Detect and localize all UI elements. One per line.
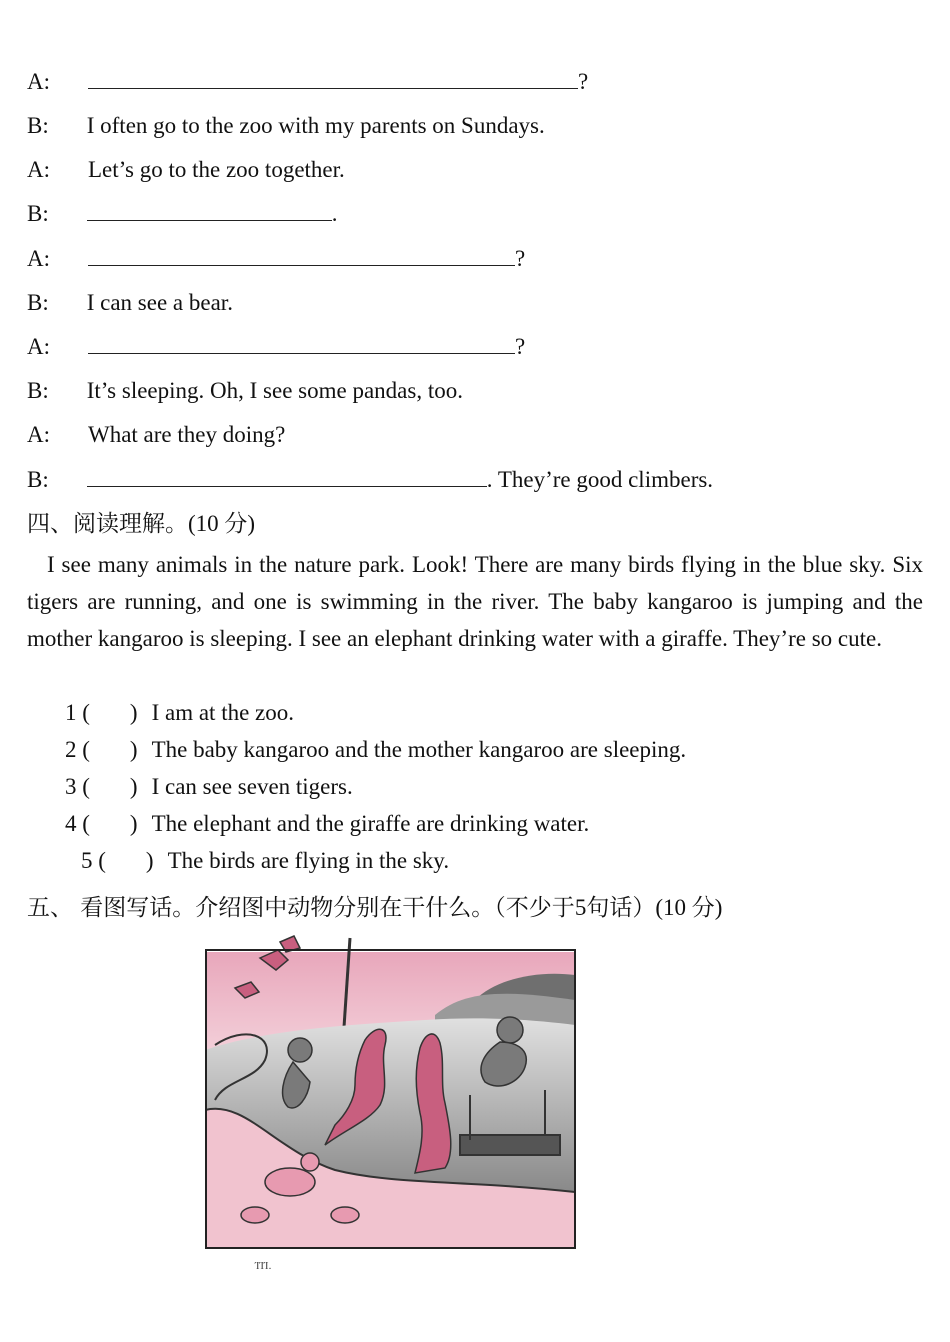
- question-2: 2 ( ) The baby kangaroo and the mother kangaroo are sleeping.: [65, 737, 687, 762]
- dialogue-line-6: B: I can see a bear.: [27, 290, 233, 315]
- answer-blank[interactable]: [87, 466, 487, 487]
- dialogue-line-7: A: ?: [27, 334, 526, 359]
- animals-picture: [205, 930, 577, 1250]
- dialogue-line-10: B: . They’re good climbers.: [27, 467, 714, 492]
- question-3: 3 ( ) I can see seven tigers.: [65, 774, 353, 799]
- dialogue-line-4: B: .: [27, 201, 338, 226]
- dialogue-line-3: A: Let’s go to the zoo together.: [27, 157, 345, 182]
- question-1: 1 ( ) I am at the zoo.: [65, 700, 295, 725]
- dialogue-line-2: B: I often go to the zoo with my parents on Sundays.: [27, 113, 545, 138]
- dialogue-line-1: A: ?: [27, 69, 589, 94]
- answer-blank[interactable]: [87, 200, 332, 221]
- answer-blank[interactable]: [88, 68, 578, 89]
- question-5: 5 ( ) The birds are flying in the sky.: [81, 848, 450, 873]
- dialogue-line-5: A: ?: [27, 246, 526, 271]
- answer-blank[interactable]: [88, 245, 515, 266]
- dialogue-line-9: A: What are they doing?: [27, 422, 286, 447]
- question-4: 4 ( ) The elephant and the giraffe are drinking water.: [65, 811, 590, 836]
- dialogue-line-8: B: It’s sleeping. Oh, I see some pandas, too.: [27, 378, 463, 403]
- reading-passage: I see many animals in the nature park. Look! There are many birds flying in the blue sky. Six tigers are running, and one is swimming in the river. The baby kangaroo is jumping and the mother kangaroo is sleeping. I see an elephant drinking water with a giraffe. They’re so cute.: [27, 552, 923, 651]
- picture-caption: ΊΊΊ.: [255, 1260, 272, 1272]
- section-5-heading: 五、 看图写话。介绍图中动物分别在干什么。（不少于5句话）(10 分): [27, 895, 723, 921]
- section-4-heading: 四、阅读理解。(10 分): [27, 511, 256, 537]
- answer-blank[interactable]: [88, 333, 515, 354]
